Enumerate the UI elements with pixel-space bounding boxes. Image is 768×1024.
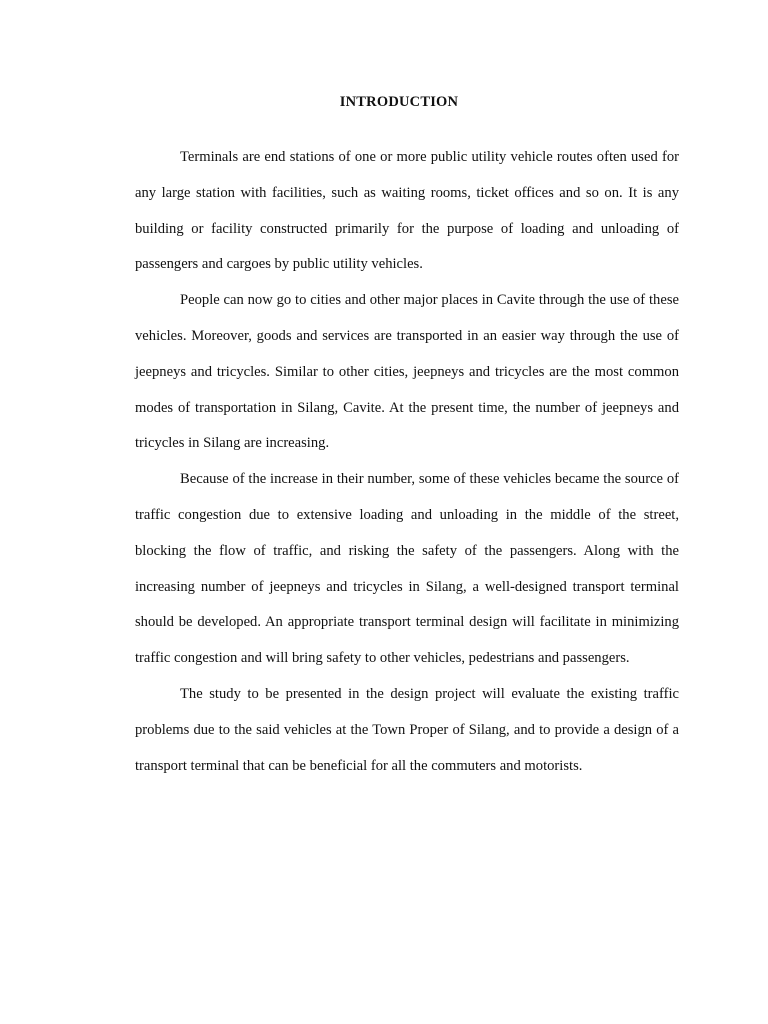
page-title: INTRODUCTION bbox=[339, 94, 459, 110]
document-body bbox=[135, 140, 679, 784]
paragraph-transport-in-cavite: People can now go to cities and other major places in Cavite through the use of these vehicles. Moreover, goods and services are transported in an easier way through the use of jeepneys and tricycles. Similar to other cities, jeepneys and tricycles are the most common modes of transportation in Silang, Cavite. At the present time, the number of jeepneys and tricycles in Silang are increasing. bbox=[135, 292, 679, 452]
paragraph-traffic-congestion: Because of the increase in their number, some of these vehicles became the source of traffic congestion due to extensive loading and unloading in the middle of the street, blocking the flow of traffic, and risking the safety of the passengers. Along with the increasing number of jeepneys and tricycles in Silang, a well-designed transport terminal should be developed. An appropriate transport terminal design will facilitate in minimizing traffic congestion and will bring safety to other vehicles, pedestrians and passengers. bbox=[135, 471, 679, 667]
paragraph-terminals-definition: Terminals are end stations of one or more public utility vehicle routes often used for any large station with facilities, such as waiting rooms, ticket offices and so on. It is any building or facility constructed primarily for the purpose of loading and unloading of passengers and cargoes by public utility vehicles. bbox=[135, 149, 679, 273]
paragraph-study-purpose: The study to be presented in the design project will evaluate the existing traffic problems due to the said vehicles at the Town Proper of Silang, and to provide a design of a transport terminal that can be beneficial for all the commuters and motorists. bbox=[135, 685, 679, 774]
